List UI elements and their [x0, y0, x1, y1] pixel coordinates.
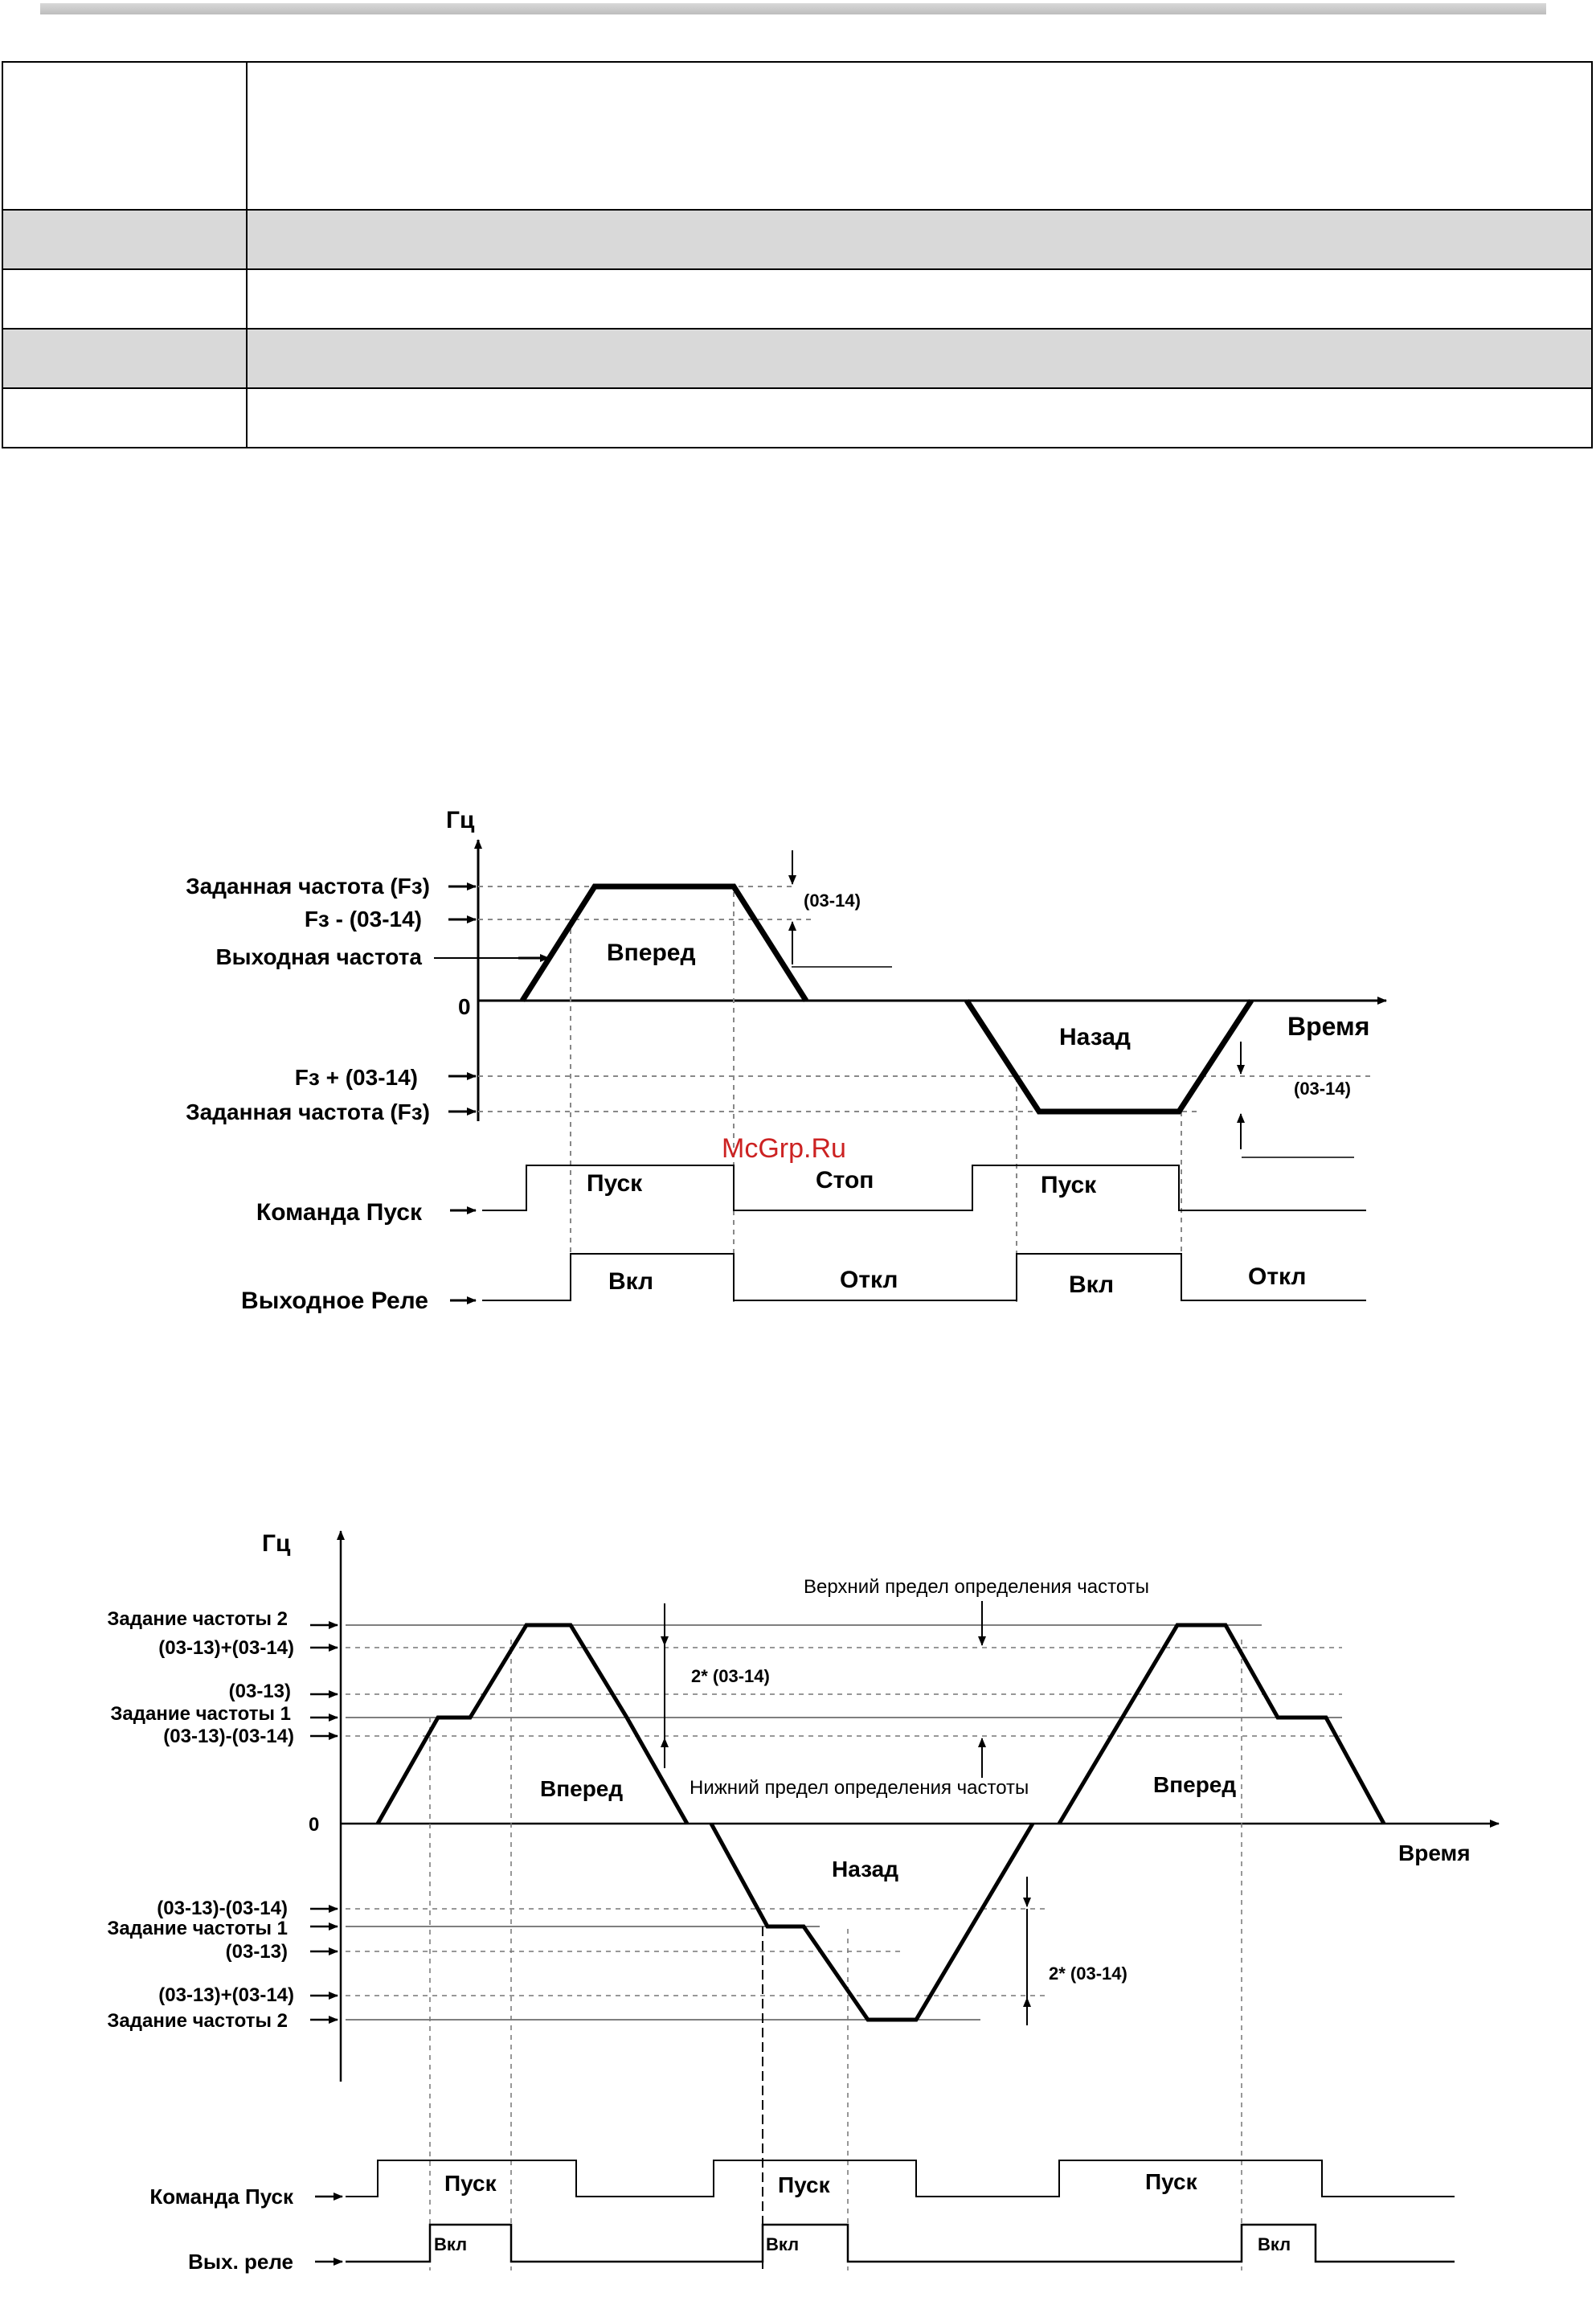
diagram-frequency-detection-1	[137, 772, 1390, 1350]
label-neg-freq1: Задание частоты 1	[107, 1918, 288, 1939]
table-cell-code	[2, 269, 247, 329]
label-set-frequency: Заданная частота (Fз)	[186, 874, 430, 899]
relay-state-4: Откл	[1248, 1263, 1307, 1290]
x-axis-label: Время	[1398, 1840, 1471, 1865]
relay-state-3: Вкл	[1258, 2234, 1291, 2254]
relay-state-2: Откл	[840, 1267, 898, 1293]
band-label-top: (03-14)	[804, 891, 861, 911]
table-cell-description	[247, 329, 1592, 388]
label-0313: (03-13)	[228, 1681, 291, 1702]
run-state-3: Пуск	[1041, 1172, 1097, 1198]
label-output-frequency: Выходная частота	[215, 944, 422, 969]
zero-label: 0	[458, 994, 471, 1019]
run-command-label: Команда Пуск	[256, 1199, 422, 1226]
label-freq2: Задание частоты 2	[107, 1608, 288, 1630]
run-command-label: Команда Пуск	[149, 2184, 293, 2209]
label-neg-freq2: Задание частоты 2	[107, 2010, 288, 2032]
label-neg-0313: (03-13)	[225, 1941, 288, 1963]
band-label-top: 2* (03-14)	[691, 1666, 770, 1686]
table-cell-code	[2, 388, 247, 448]
region-forward-label: Вперед	[607, 940, 696, 966]
label-fz-minus: Fз - (03-14)	[304, 907, 422, 931]
parameter-table	[2, 61, 1593, 448]
region-reverse-label: Назад	[1059, 1024, 1131, 1050]
region-forward-label-2: Вперед	[1153, 1772, 1237, 1797]
output-frequency-trace-reverse	[967, 1001, 1251, 1112]
table-cell-description	[247, 62, 1592, 210]
table-cell-code	[2, 329, 247, 388]
run-state-1: Пуск	[587, 1170, 643, 1197]
x-axis-label: Время	[1287, 1012, 1370, 1041]
relay-state-1: Вкл	[608, 1268, 654, 1295]
region-reverse-label: Назад	[832, 1857, 899, 1881]
table-row	[2, 210, 1592, 269]
table-cell-code	[2, 210, 247, 269]
label-0313-plus-0314: (03-13)+(03-14)	[158, 1637, 294, 1659]
run-state-3: Пуск	[1145, 2169, 1197, 2194]
run-command-signal	[346, 2160, 1455, 2197]
run-state-2: Пуск	[778, 2172, 830, 2197]
relay-state-2: Вкл	[766, 2234, 800, 2254]
output-frequency-trace-reverse	[711, 1824, 1033, 2020]
page-header-bar	[40, 3, 1546, 14]
table-row	[2, 269, 1592, 329]
band-label-bottom: (03-14)	[1294, 1079, 1351, 1099]
label-neg-0313-plus-0314: (03-13)+(03-14)	[158, 1984, 294, 2006]
relay-label: Выходное Реле	[241, 1288, 428, 1314]
diagram-frequency-detection-2	[64, 1511, 1511, 2291]
run-state-1: Пуск	[444, 2171, 497, 2196]
table-cell-code	[2, 62, 247, 210]
label-0313-minus-0314: (03-13)-(03-14)	[163, 1726, 294, 1747]
lower-limit-label: Нижний предел определения частоты	[690, 1777, 1029, 1799]
y-axis-label: Гц	[262, 1530, 291, 1557]
table-cell-description	[247, 210, 1592, 269]
table-row	[2, 329, 1592, 388]
label-neg-0313-minus-0314: (03-13)-(03-14)	[157, 1898, 288, 1919]
band-label-bottom: 2* (03-14)	[1049, 1963, 1127, 1984]
label-set-frequency-neg: Заданная частота (Fз)	[186, 1099, 430, 1124]
table-row	[2, 388, 1592, 448]
label-fz-plus: Fз + (03-14)	[294, 1065, 418, 1090]
zero-label: 0	[309, 1814, 320, 1836]
relay-label: Вых. реле	[188, 2250, 293, 2274]
output-frequency-trace-forward-1	[378, 1625, 687, 1824]
upper-limit-label: Верхний предел определения частоты	[804, 1576, 1149, 1598]
region-forward-label-1: Вперед	[540, 1776, 624, 1801]
label-freq1: Задание частоты 1	[110, 1703, 291, 1725]
table-row	[2, 62, 1592, 210]
relay-state-1: Вкл	[434, 2234, 468, 2254]
run-state-2: Стоп	[816, 1167, 874, 1194]
relay-state-3: Вкл	[1069, 1271, 1115, 1298]
watermark: McGrp.Ru	[722, 1133, 846, 1164]
table-cell-description	[247, 388, 1592, 448]
y-axis-label: Гц	[446, 807, 475, 833]
table-cell-description	[247, 269, 1592, 329]
